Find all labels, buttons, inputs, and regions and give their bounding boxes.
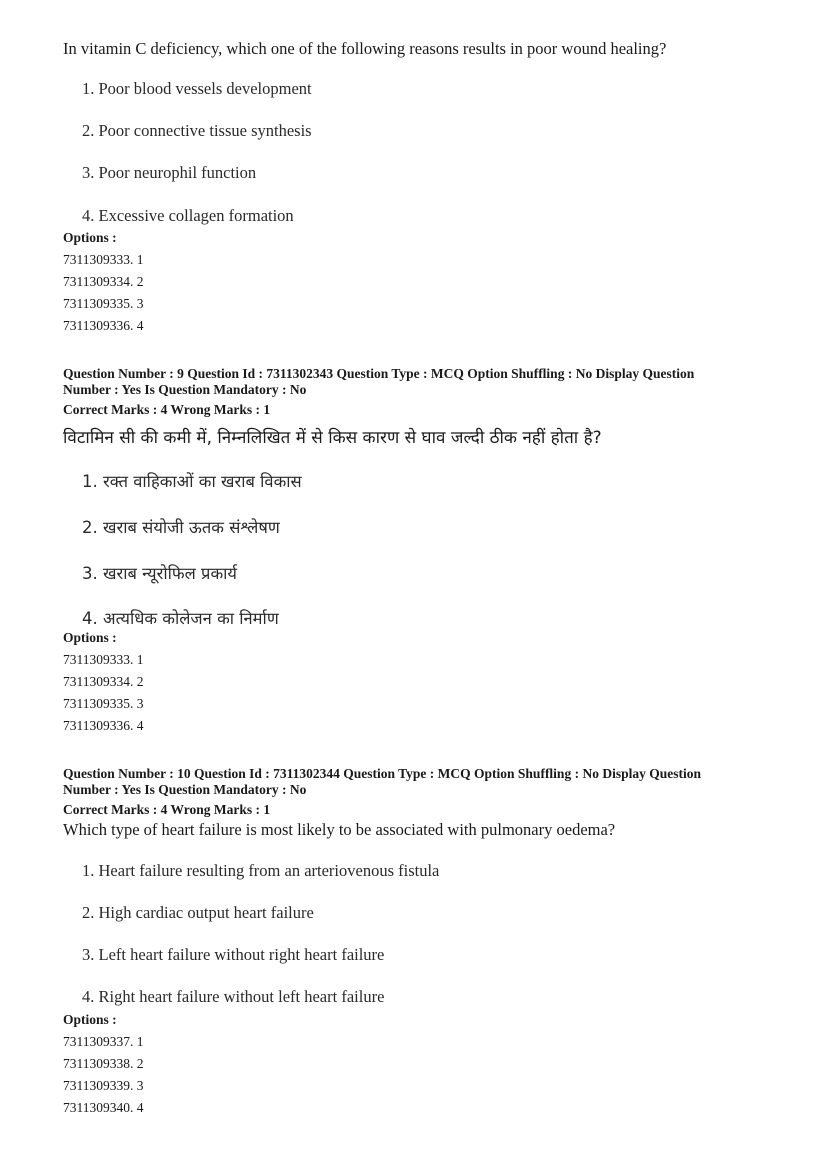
question-9-meta (63, 366, 783, 418)
question-10-option-4: 7311309340. 4 (63, 1100, 144, 1115)
question-8-choice-2: 2. Poor connective tissue synthesis (82, 121, 312, 140)
question-8-option-3: 7311309335. 3 (63, 296, 144, 311)
question-8-choice-4: 4. Excessive collagen formation (82, 206, 294, 225)
question-10-meta-line-2: Number : Yes Is Question Mandatory : No (63, 782, 307, 797)
question-9-text: विटामिन सी की कमी में, निम्नलिखित में से किस कारण से घाव जल्दी ठीक नहीं होता है? (63, 428, 602, 448)
question-10-meta (63, 766, 783, 818)
question-9-option-4: 7311309336. 4 (63, 718, 144, 733)
question-10-option-1: 7311309337. 1 (63, 1034, 144, 1049)
question-10-marks: Correct Marks : 4 Wrong Marks : 1 (63, 802, 271, 817)
question-9-marks: Correct Marks : 4 Wrong Marks : 1 (63, 402, 271, 417)
question-8-choice-1: 1. Poor blood vessels development (82, 79, 312, 98)
question-8-text: In vitamin C deficiency, which one of the following reasons results in poor wound healing? (63, 39, 667, 58)
question-10-option-2: 7311309338. 2 (63, 1056, 144, 1071)
question-10-text: Which type of heart failure is most likely to be associated with pulmonary oedema? (63, 820, 616, 839)
question-10-choice-4: 4. Right heart failure without left heart failure (82, 987, 385, 1006)
question-8-options-label: Options : (63, 230, 117, 245)
question-9-options-label: Options : (63, 630, 117, 645)
question-9-meta-line-1: Question Number : 9 Question Id : 7311302343 Question Type : MCQ Option Shuffling : No Display Question (63, 366, 695, 381)
question-9-meta-line-2: Number : Yes Is Question Mandatory : No (63, 382, 307, 397)
question-8-option-4: 7311309336. 4 (63, 318, 144, 333)
question-9-choice-1: 1. रक्त वाहिकाओं का खराब विकास (82, 472, 302, 491)
question-8-option-2: 7311309334. 2 (63, 274, 144, 289)
question-10-choice-2: 2. High cardiac output heart failure (82, 903, 314, 922)
question-9-option-2: 7311309334. 2 (63, 674, 144, 689)
question-9-option-3: 7311309335. 3 (63, 696, 144, 711)
question-9-choice-3: 3. खराब न्यूरोफिल प्रकार्य (82, 564, 237, 583)
question-10-choice-1: 1. Heart failure resulting from an arteriovenous fistula (82, 861, 440, 880)
question-8-option-1: 7311309333. 1 (63, 252, 144, 267)
question-9-choice-4: 4. अत्यधिक कोलेजन का निर्माण (82, 609, 279, 628)
question-8-choice-3: 3. Poor neurophil function (82, 163, 257, 182)
question-10-meta-line-1: Question Number : 10 Question Id : 7311302344 Question Type : MCQ Option Shuffling : No Display Question (63, 766, 701, 781)
question-10-choice-3: 3. Left heart failure without right heart failure (82, 945, 385, 964)
question-9-option-1: 7311309333. 1 (63, 652, 144, 667)
question-9-choice-2: 2. खराब संयोजी ऊतक संश्लेषण (82, 518, 280, 537)
question-10-option-3: 7311309339. 3 (63, 1078, 144, 1093)
question-10-options-label: Options : (63, 1012, 117, 1027)
